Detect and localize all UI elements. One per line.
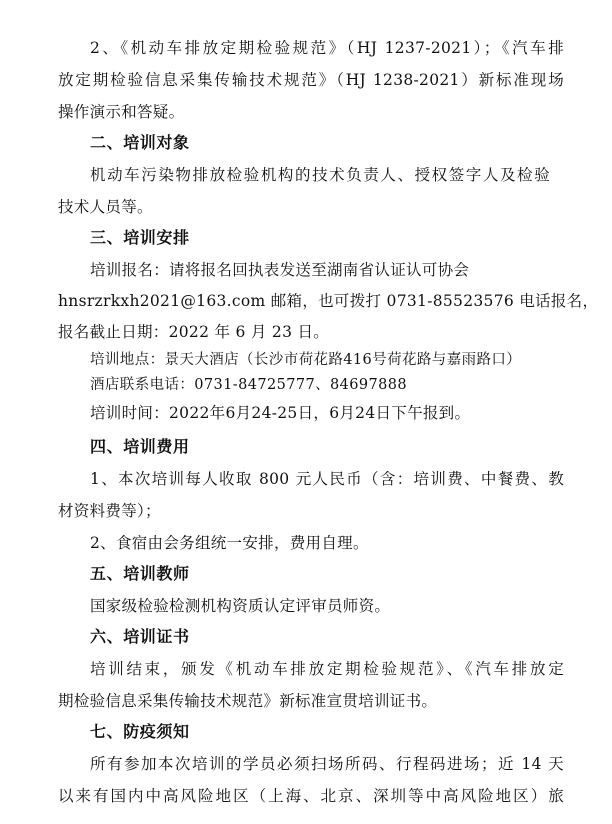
- fee-item-2: 2、食宿由会务组统一安排，费用自理。: [90, 534, 369, 552]
- section-3-heading: 三、培训安排: [90, 228, 190, 247]
- section-1-item-2-line-1: 2、《机动车排放定期检验规范》（HJ 1237-2021）；《汽车排: [90, 39, 564, 57]
- section-5-heading: 五、培训教师: [90, 564, 190, 583]
- hotel-phone: 酒店联系电话：0731-84725777、84697888: [90, 377, 408, 393]
- section-7-heading: 七、防疫须知: [90, 722, 190, 741]
- section-1-item-2-line-3: 操作演示和答疑。: [58, 103, 185, 121]
- section-7-line-2: 以来有国内中高风险地区（上海、北京、深圳等中高风险地区）旅: [58, 787, 564, 805]
- section-6-heading: 六、培训证书: [90, 627, 190, 646]
- section-7-line-1: 所有参加本次培训的学员必须扫场所码、行程码进场；近 14 天: [90, 755, 564, 773]
- registration-line-1: 培训报名：请将报名回执表发送至湖南省认证认可协会: [90, 261, 470, 279]
- section-2-line-1: 机动车污染物排放检验机构的技术负责人、授权签字人及检验: [90, 166, 550, 184]
- fee-item-1-line-1: 1、本次培训每人收取 800 元人民币（含：培训费、中餐费、教: [90, 470, 564, 488]
- section-4-heading: 四、培训费用: [90, 437, 190, 456]
- section-2-heading: 二、培训对象: [90, 133, 190, 152]
- section-6-line-2: 期检验信息采集传输技术规范》新标准宣贯培训证书。: [58, 692, 438, 710]
- section-6-line-1: 培训结束，颁发《机动车排放定期检验规范》、《汽车排放定: [90, 660, 564, 678]
- section-2-line-2: 技术人员等。: [58, 198, 153, 216]
- fee-item-1-line-2: 材资料费等）；: [58, 502, 161, 520]
- registration-line-2: hnsrzrkxh2021@163.com 邮箱，也可拨打 0731-85523576 电话报名，: [58, 292, 599, 310]
- registration-line-3: 报名截止日期：2022 年 6 月 23 日。: [58, 323, 330, 341]
- section-5-line-1: 国家级检验检测机构资质认定评审员师资。: [90, 597, 391, 615]
- section-1-item-2-line-2: 放定期检验信息采集传输技术规范》（HJ 1238-2021）新标准现场: [58, 71, 564, 89]
- training-time: 培训时间：2022年6月24-25日，6月24日下午报到。: [90, 404, 471, 422]
- training-location: 培训地点：景天大酒店（长沙市荷花路416号荷花路与嘉雨路口）: [90, 352, 522, 368]
